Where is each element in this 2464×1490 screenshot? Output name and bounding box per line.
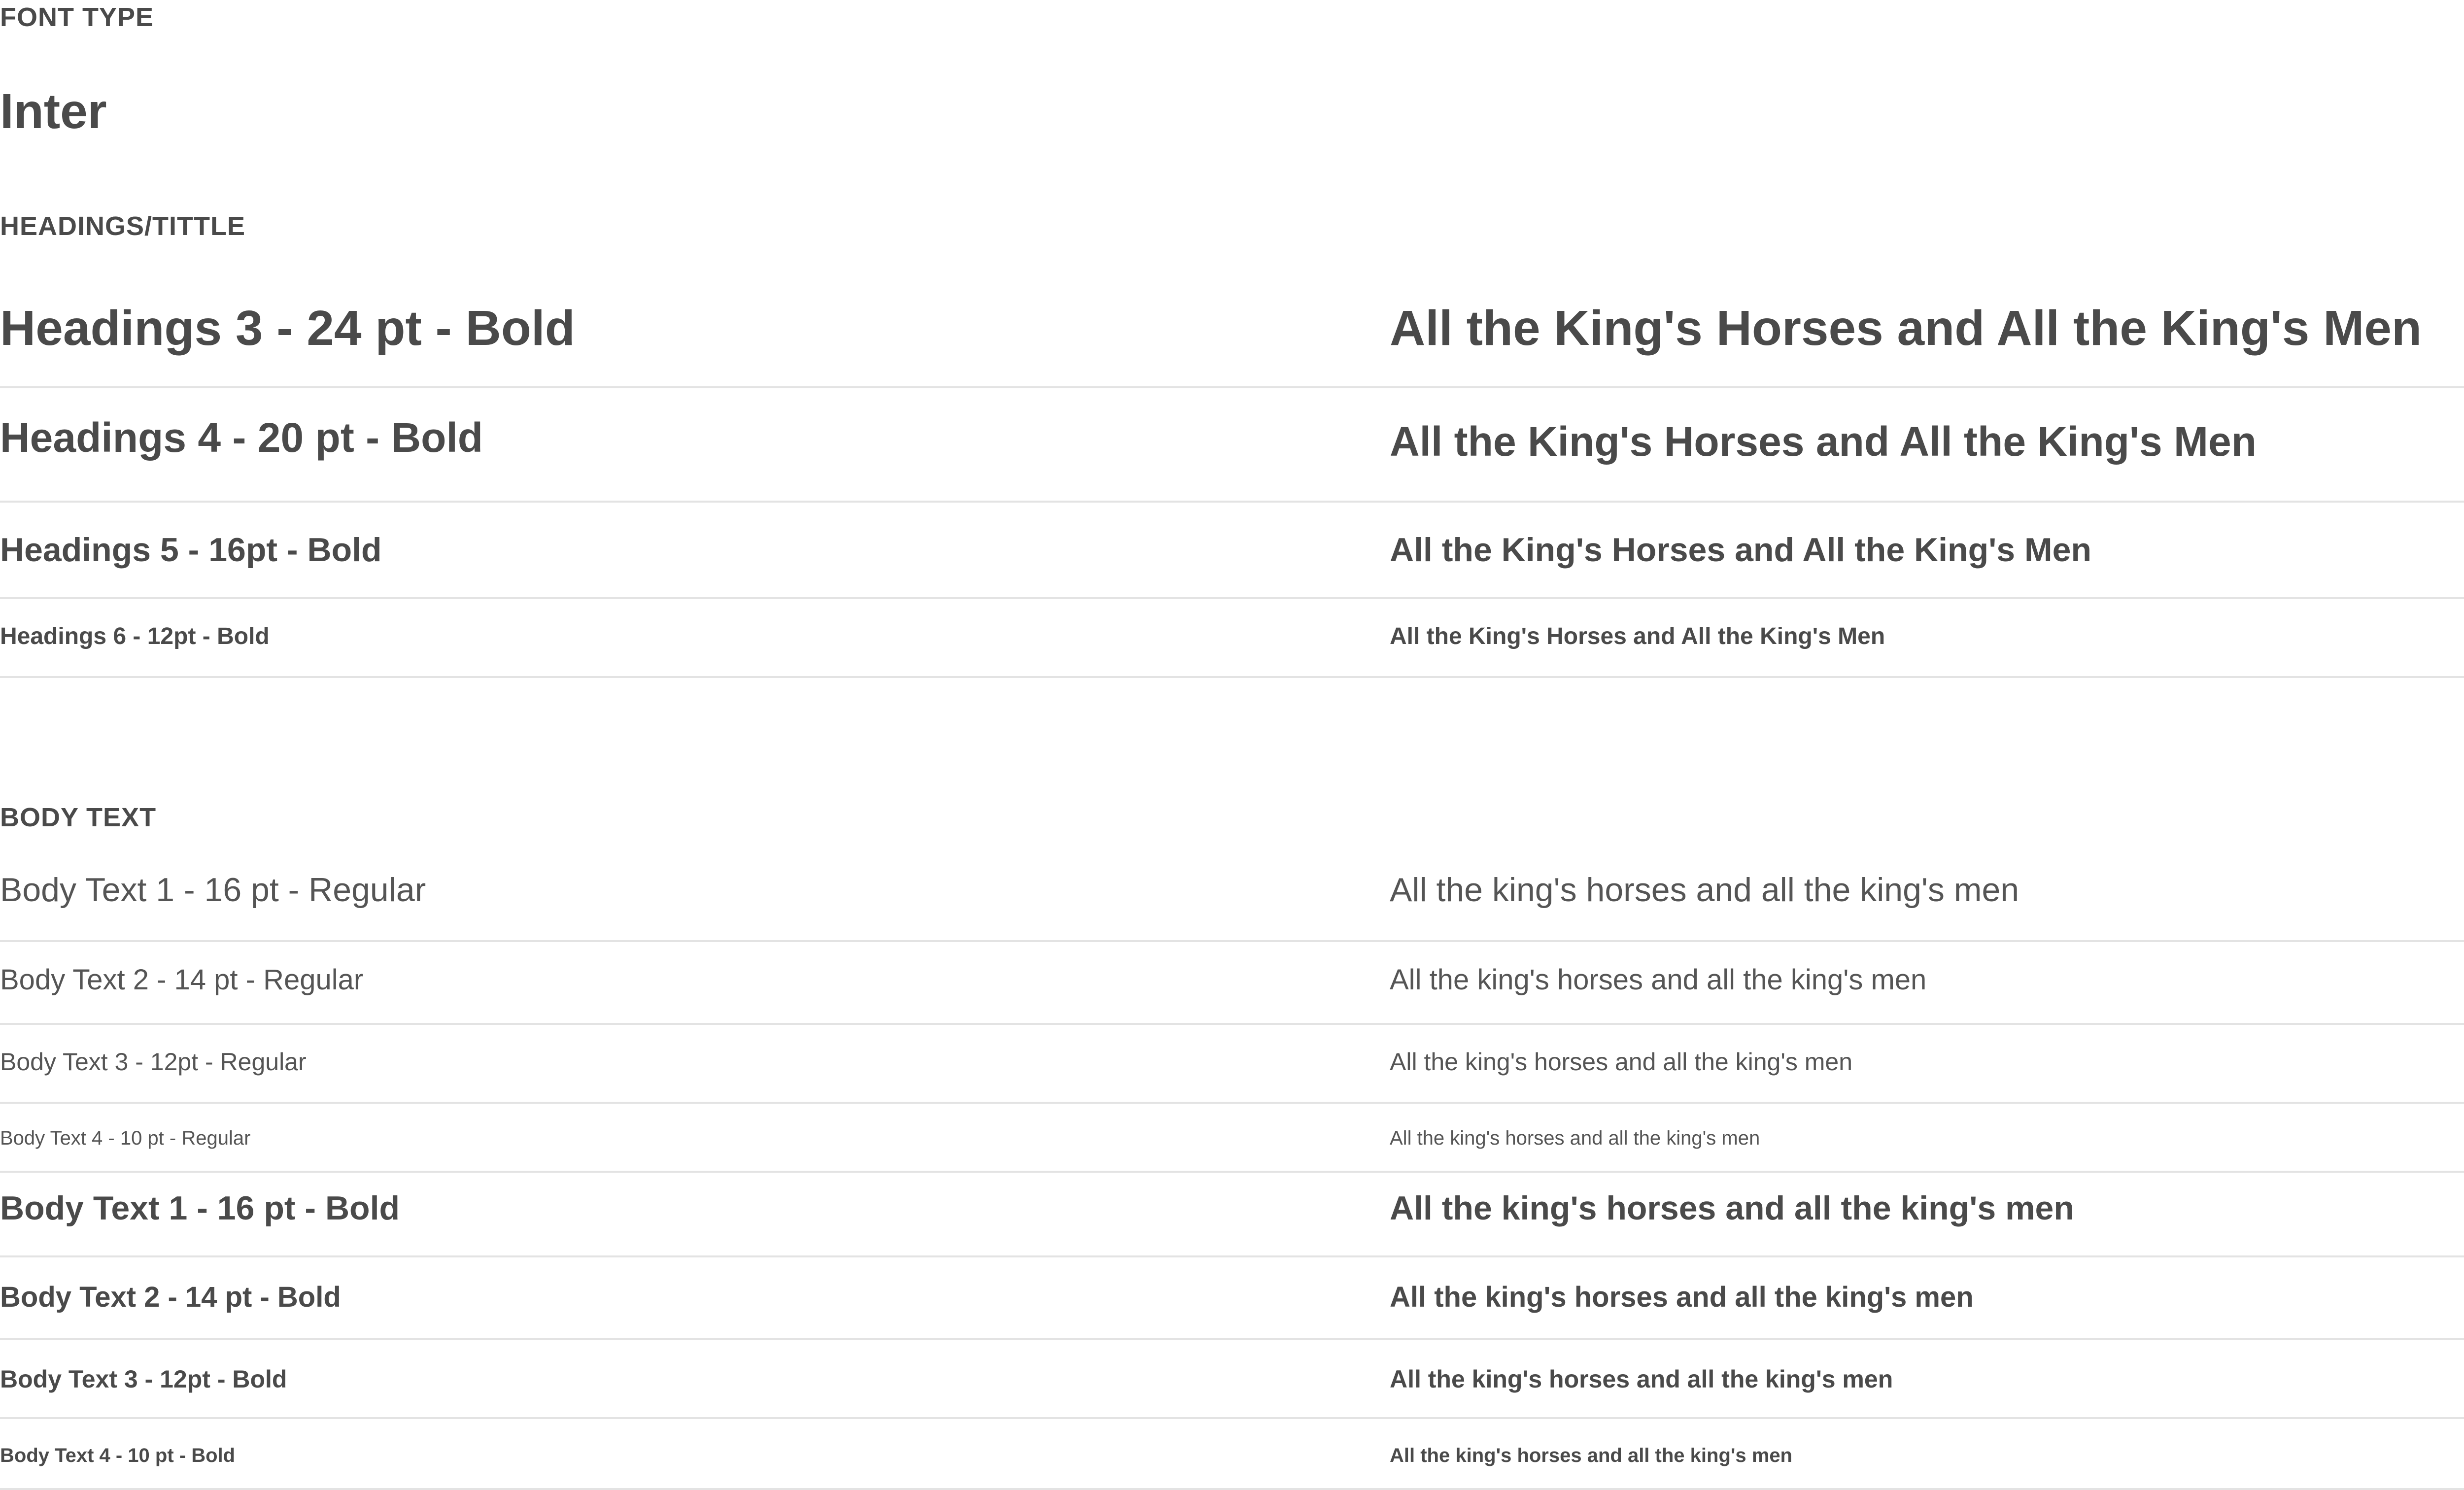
heading-sample-text: All the King's Horses and All the King's Men <box>1390 623 1885 649</box>
heading-style-name: Headings 6 - 12pt - Bold <box>0 623 270 649</box>
body-sample-text: All the king's horses and all the king's men <box>1390 1281 1974 1313</box>
heading-style-name: Headings 3 - 24 pt - Bold <box>0 301 575 356</box>
heading-sample-text: All the King's Horses and All the King's Men <box>1390 531 2091 569</box>
heading-sample-text: All the King's Horses and All the King's Men <box>1390 301 2422 356</box>
heading-style-name: Headings 4 - 20 pt - Bold <box>0 414 483 461</box>
body-sample-text: All the king's horses and all the king's men <box>1390 964 1927 996</box>
body-style-name: Body Text 1 - 16 pt - Regular <box>0 871 426 909</box>
row-divider <box>0 1338 2464 1340</box>
body-style-name: Body Text 2 - 14 pt - Bold <box>0 1281 341 1313</box>
row-divider <box>0 1023 2464 1025</box>
headings-section-label: HEADINGS/TITTLE <box>0 211 245 241</box>
body-sample-text: All the king's horses and all the king's men <box>1390 1189 2074 1227</box>
row-divider <box>0 1417 2464 1419</box>
heading-sample-text: All the King's Horses and All the King's Men <box>1390 418 2257 465</box>
row-divider <box>0 597 2464 599</box>
body-style-name: Body Text 4 - 10 pt - Bold <box>0 1445 236 1466</box>
heading-style-name: Headings 5 - 16pt - Bold <box>0 531 382 569</box>
font-type-label: FONT TYPE <box>0 2 154 32</box>
body-style-name: Body Text 2 - 14 pt - Regular <box>0 964 364 996</box>
row-divider <box>0 940 2464 942</box>
body-sample-text: All the king's horses and all the king's men <box>1390 1365 1893 1393</box>
body-sample-text: All the king's horses and all the king's men <box>1390 1127 1760 1149</box>
row-divider <box>0 676 2464 678</box>
body-sample-text: All the king's horses and all the king's men <box>1390 1445 1792 1466</box>
body-style-name: Body Text 3 - 12pt - Regular <box>0 1048 307 1076</box>
body-sample-text: All the king's horses and all the king's men <box>1390 1048 1853 1076</box>
body-style-name: Body Text 4 - 10 pt - Regular <box>0 1127 251 1149</box>
body-sample-text: All the king's horses and all the king's men <box>1390 871 2019 909</box>
body-style-name: Body Text 1 - 16 pt - Bold <box>0 1189 400 1227</box>
row-divider <box>0 1171 2464 1173</box>
row-divider <box>0 501 2464 503</box>
body-text-section-label: BODY TEXT <box>0 803 157 832</box>
body-style-name: Body Text 3 - 12pt - Bold <box>0 1365 287 1393</box>
font-family-name: Inter <box>0 84 107 139</box>
row-divider <box>0 1255 2464 1257</box>
row-divider <box>0 1102 2464 1104</box>
row-divider <box>0 1488 2464 1490</box>
row-divider <box>0 386 2464 388</box>
